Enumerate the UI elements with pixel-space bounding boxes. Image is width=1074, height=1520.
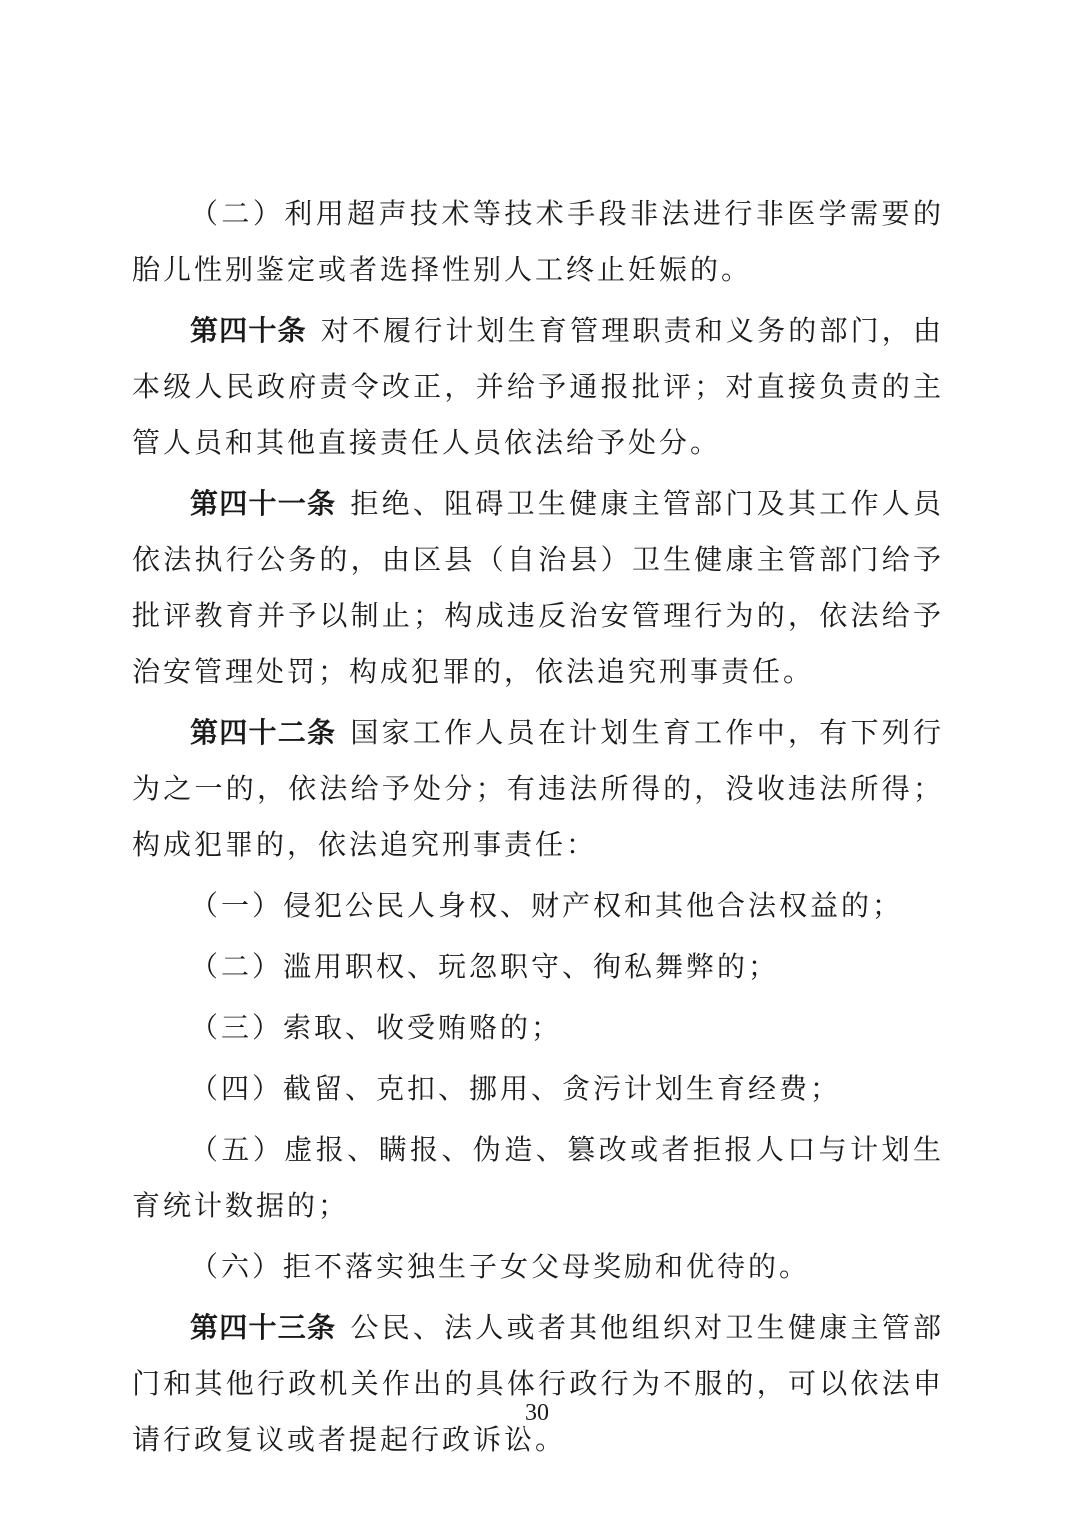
article-number: 第四十一条 <box>190 487 337 520</box>
list-item-text: （五）虚报、瞒报、伪造、篡改或者拒报人口与计划生育统计数据的； <box>132 1133 944 1222</box>
article-text: 国家工作人员在计划生育工作中，有下列行为之一的，依法给予处分；有违法所得的，没收违法所得；构成犯罪的，依法追究刑事责任： <box>132 716 944 861</box>
list-item-text: （二）滥用职权、玩忽职守、徇私舞弊的； <box>190 950 780 983</box>
article-40 <box>132 303 944 471</box>
list-item-4 <box>132 1061 944 1117</box>
list-item-3 <box>132 1000 944 1056</box>
article-number: 第四十三条 <box>190 1311 337 1344</box>
article-41 <box>132 476 944 700</box>
list-item-text: （六）拒不落实独生子女父母奖励和优待的。 <box>190 1250 811 1283</box>
list-item-6 <box>132 1239 944 1295</box>
article-number: 第四十条 <box>190 314 307 347</box>
article-number: 第四十二条 <box>190 716 337 749</box>
article-42 <box>132 705 944 873</box>
document-body <box>132 186 944 1473</box>
list-item-text: （一）侵犯公民人身权、财产权和其他合法权益的； <box>190 889 904 922</box>
paragraph-text: （二）利用超声技术等技术手段非法进行非医学需要的胎儿性别鉴定或者选择性别人工终止妊娠的。 <box>132 197 944 286</box>
article-text: 公民、法人或者其他组织对卫生健康主管部门和其他行政机关作出的具体行政行为不服的，可以依法申请行政复议或者提起行政诉讼。 <box>132 1311 944 1456</box>
list-item-5 <box>132 1122 944 1234</box>
article-43 <box>132 1300 944 1468</box>
article-text: 拒绝、阻碍卫生健康主管部门及其工作人员依法执行公务的，由区县（自治县）卫生健康主管部门给予批评教育并予以制止；构成违反治安管理行为的，依法给予治安管理处罚；构成犯罪的，依法追究刑事责任。 <box>132 487 944 688</box>
article-text: 对不履行计划生育管理职责和义务的部门，由本级人民政府责令改正，并给予通报批评；对直接负责的主管人员和其他直接责任人员依法给予处分。 <box>132 314 944 459</box>
list-item-1 <box>132 878 944 934</box>
page-number: 30 <box>525 1400 549 1426</box>
paragraph-item-2 <box>132 186 944 298</box>
list-item-text: （四）截留、克扣、挪用、贪污计划生育经费； <box>190 1072 842 1105</box>
list-item-text: （三）索取、收受贿赂的； <box>190 1011 563 1044</box>
list-item-2 <box>132 939 944 995</box>
